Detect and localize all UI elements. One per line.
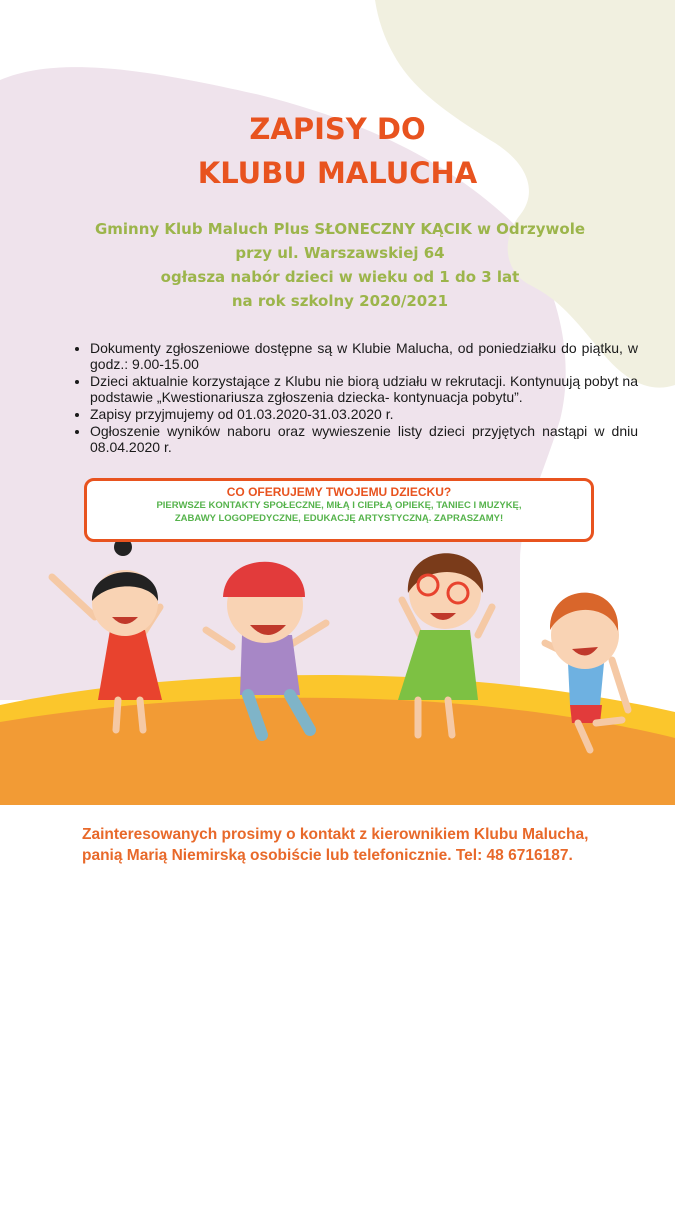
contact-line-2: panią Marią Niemirską osobiście lub telefonicznie. Tel: 48 6716187.: [82, 847, 573, 864]
kid-boy-blue-shirt: [545, 593, 628, 750]
kid-boy-red-cap: [206, 562, 326, 735]
offer-line-1: PIERWSZE KONTAKTY SPOŁECZNE, MIŁĄ I CIEPŁĄ OPIEKĘ, TANIEC I MUZYKĘ,: [156, 500, 522, 511]
subtitle-line-4: na rok szkolny 2020/2021: [231, 292, 449, 310]
list-item: • Dokumenty zgłoszeniowe dostępne są w Klubie Malucha, od poniedziałku do piątku, w godz.: 9.00-15.00: [90, 340, 638, 372]
offer-heading: CO OFERUJEMY TWOJEMU DZIECKU?: [226, 485, 452, 499]
contact-note: [82, 824, 662, 866]
contact-line-1: Zainteresowanych prosimy o kontakt z kierownikiem Klubu Malucha,: [82, 826, 589, 843]
subtitle-line-3: ogłasza nabór dzieci w wieku od 1 do 3 lat: [160, 268, 520, 286]
subtitle-line-1: Gminny Klub Maluch Plus SŁONECZNY KĄCIK w Odrzywole: [94, 220, 586, 238]
kid-girl-glasses: [398, 553, 492, 735]
title-line-1: ZAPISY DO: [249, 112, 426, 146]
list-item: • Ogłoszenie wyników naboru oraz wywieszenie listy dzieci przyjętych nastąpi w dniu 08.04.2020 r.: [90, 423, 638, 455]
offer-box: [84, 478, 594, 542]
title-line-2: KLUBU MALUCHA: [197, 156, 478, 190]
kids-illustration: [0, 535, 675, 775]
info-list: [74, 340, 638, 456]
kid-girl-red-dress: [52, 538, 162, 730]
list-item: • Zapisy przyjmujemy od 01.03.2020-31.03.2020 r.: [90, 406, 638, 422]
subtitle-line-2: przy ul. Warszawskiej 64: [235, 244, 445, 262]
offer-line-2: ZABAWY LOGOPEDYCZNE, EDUKACJĘ ARTYSTYCZNĄ. ZAPRASZAMY!: [174, 513, 504, 524]
list-item: • Dzieci aktualnie korzystające z Klubu nie biorą udziału w rekrutacji. Kontynuują pobyt na podstawie „Kwestionariusza zgłoszenia dziecka- kontynuacja pobytu”.: [90, 373, 638, 405]
